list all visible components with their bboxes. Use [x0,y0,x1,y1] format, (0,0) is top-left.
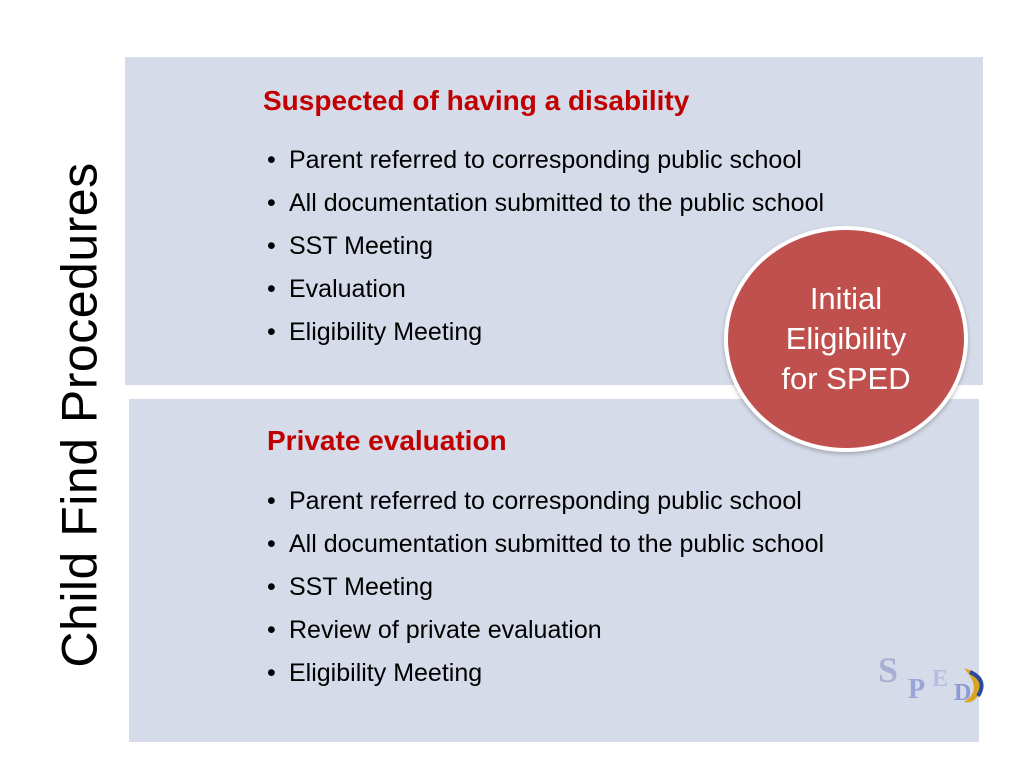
bullet-list-private [267,484,967,699]
slide-title: Child Find Procedures [52,162,108,668]
logo-letter-p: P [908,674,926,705]
bullet-icon: • [267,275,276,303]
list-item: • All documentation submitted to the public school [267,527,967,561]
panel-heading-private: Private evaluation [267,425,507,456]
list-item: • Parent referred to corresponding public school [267,143,947,177]
list-item: • Eligibility Meeting [267,656,967,690]
circle-label: Initial Eligibility for SPED [781,281,911,396]
list-item: • Review of private evaluation [267,613,967,647]
panel-heading-suspected: Suspected of having a disability [263,85,690,116]
bullet-icon: • [267,659,276,687]
bullet-icon: • [267,232,276,260]
bullet-icon: • [267,530,276,558]
bullet-icon: • [267,189,276,217]
list-item: • SST Meeting [267,229,947,263]
bullet-icon: • [267,146,276,174]
sped-logo-icon [878,646,990,708]
logo-letter-s: S [878,650,899,690]
list-item: • All documentation submitted to the public school [267,186,947,220]
bullet-icon: • [267,318,276,346]
bullet-icon: • [267,487,276,515]
slide-title-container [40,110,120,720]
logo-letter-d: D [954,680,972,706]
list-item: • SST Meeting [267,570,967,604]
list-item: • Evaluation [267,272,947,306]
bullet-icon: • [267,616,276,644]
list-item: • Parent referred to corresponding public school [267,484,967,518]
initial-eligibility-circle [724,226,968,452]
logo-letter-e: E [932,666,949,692]
bullet-icon: • [267,573,276,601]
list-item: • Eligibility Meeting [267,315,947,349]
